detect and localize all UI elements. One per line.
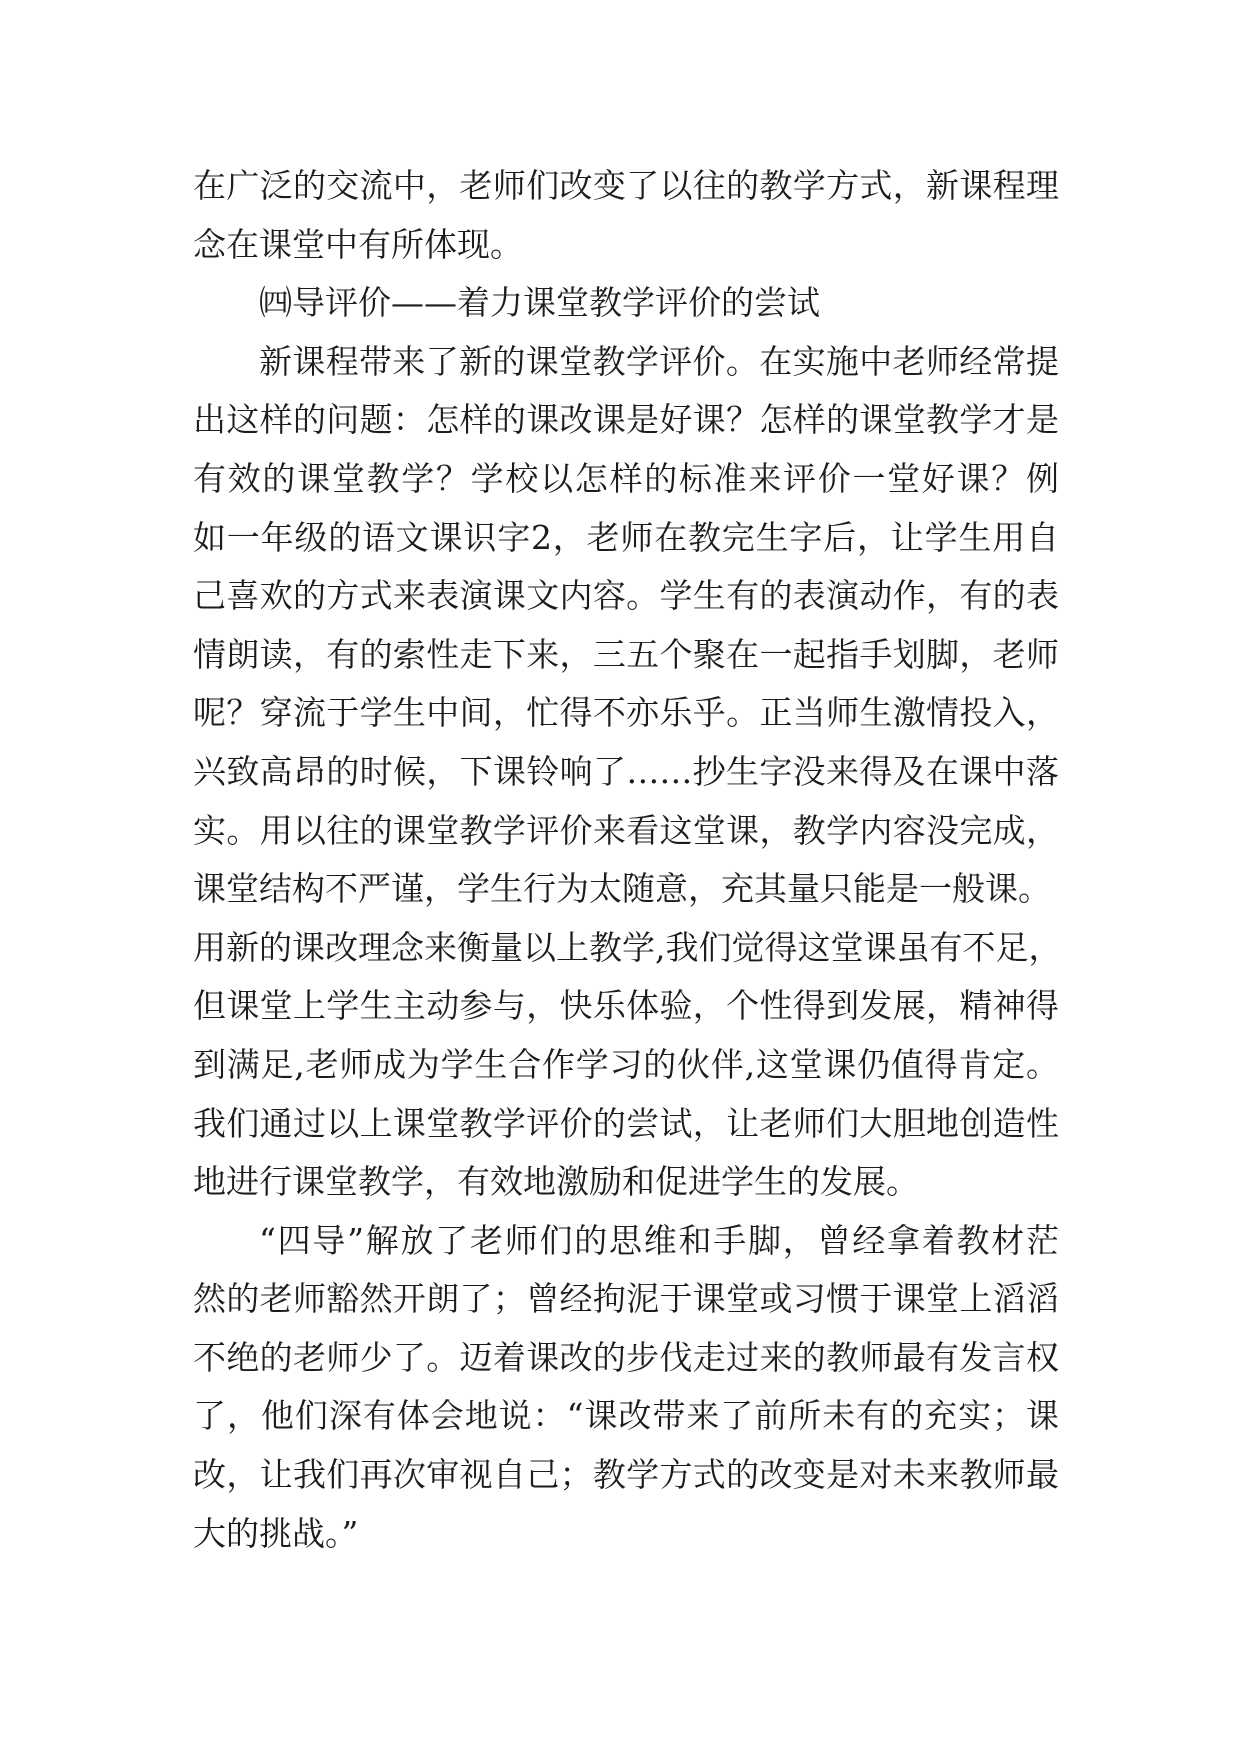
- text-line: “四导”解放了老师们的思维和手脚，曾经拿着教材茫: [259, 1220, 1059, 1260]
- text-line: 新课程带来了新的课堂教学评价。在实施中老师经常提: [259, 341, 1059, 381]
- body-text: [193, 157, 1062, 1563]
- text-line: 在广泛的交流中，老师们改变了以往的教学方式，新课程理: [193, 166, 1059, 205]
- text-line: 大的挑战。”: [193, 1513, 359, 1553]
- text-line: 兴致高昂的时候，下课铃响了……抄生字没来得及在课中落: [193, 751, 1059, 791]
- text-line: 但课堂上学生主动参与，快乐体验，个性得到发展，精神得: [193, 986, 1059, 1026]
- text-line: 不绝的老师少了。迈着课改的步伐走过来的教师最有发言权: [193, 1337, 1059, 1377]
- section-heading: [193, 274, 1059, 333]
- text-line: 地进行课堂教学，有效地激励和促进学生的发展。: [193, 1162, 919, 1202]
- text-line: 己喜欢的方式来表演课文内容。学生有的表演动作，有的表: [193, 576, 1059, 616]
- section-heading-text: ㈣导评价——着力课堂教学评价的尝试: [259, 283, 820, 323]
- text-line: 用新的课改理念来衡量以上教学,我们觉得这堂课虽有不足，: [193, 927, 1062, 967]
- text-line: 我们通过以上课堂教学评价的尝试，让老师们大胆地创造性: [193, 1103, 1059, 1143]
- paragraph-evaluation: [193, 333, 1062, 1212]
- paragraph-four-guides: [193, 1212, 1059, 1564]
- text-line: 到满足,老师成为学生合作学习的伙伴,这堂课仍值得肯定。: [193, 1044, 1059, 1084]
- text-line: 呢？穿流于学生中间，忙得不亦乐乎。正当师生激情投入，: [193, 693, 1059, 733]
- paragraph-continued: [193, 157, 1059, 274]
- text-line: 改，让我们再次审视自己；教学方式的改变是对未来教师最: [193, 1455, 1059, 1495]
- text-line: 念在课堂中有所体现。: [193, 224, 523, 264]
- text-line: 有效的课堂教学？学校以怎样的标准来评价一堂好课？例: [193, 458, 1059, 498]
- text-line: 如一年级的语文课识字2，老师在教完生字后，让学生用自: [193, 517, 1059, 557]
- text-line: 情朗读，有的索性走下来，三五个聚在一起指手划脚，老师: [193, 634, 1059, 674]
- text-line: 实。用以往的课堂教学评价来看这堂课，教学内容没完成，: [193, 810, 1059, 850]
- text-line: 了，他们深有体会地说：“课改带来了前所未有的充实；课: [193, 1396, 1059, 1436]
- text-line: 出这样的问题：怎样的课改课是好课？怎样的课堂教学才是: [193, 400, 1059, 440]
- text-line: 课堂结构不严谨，学生行为太随意，充其量只能是一般课。: [193, 869, 1051, 909]
- text-line: 然的老师豁然开朗了；曾经拘泥于课堂或习惯于课堂上滔滔: [193, 1279, 1059, 1319]
